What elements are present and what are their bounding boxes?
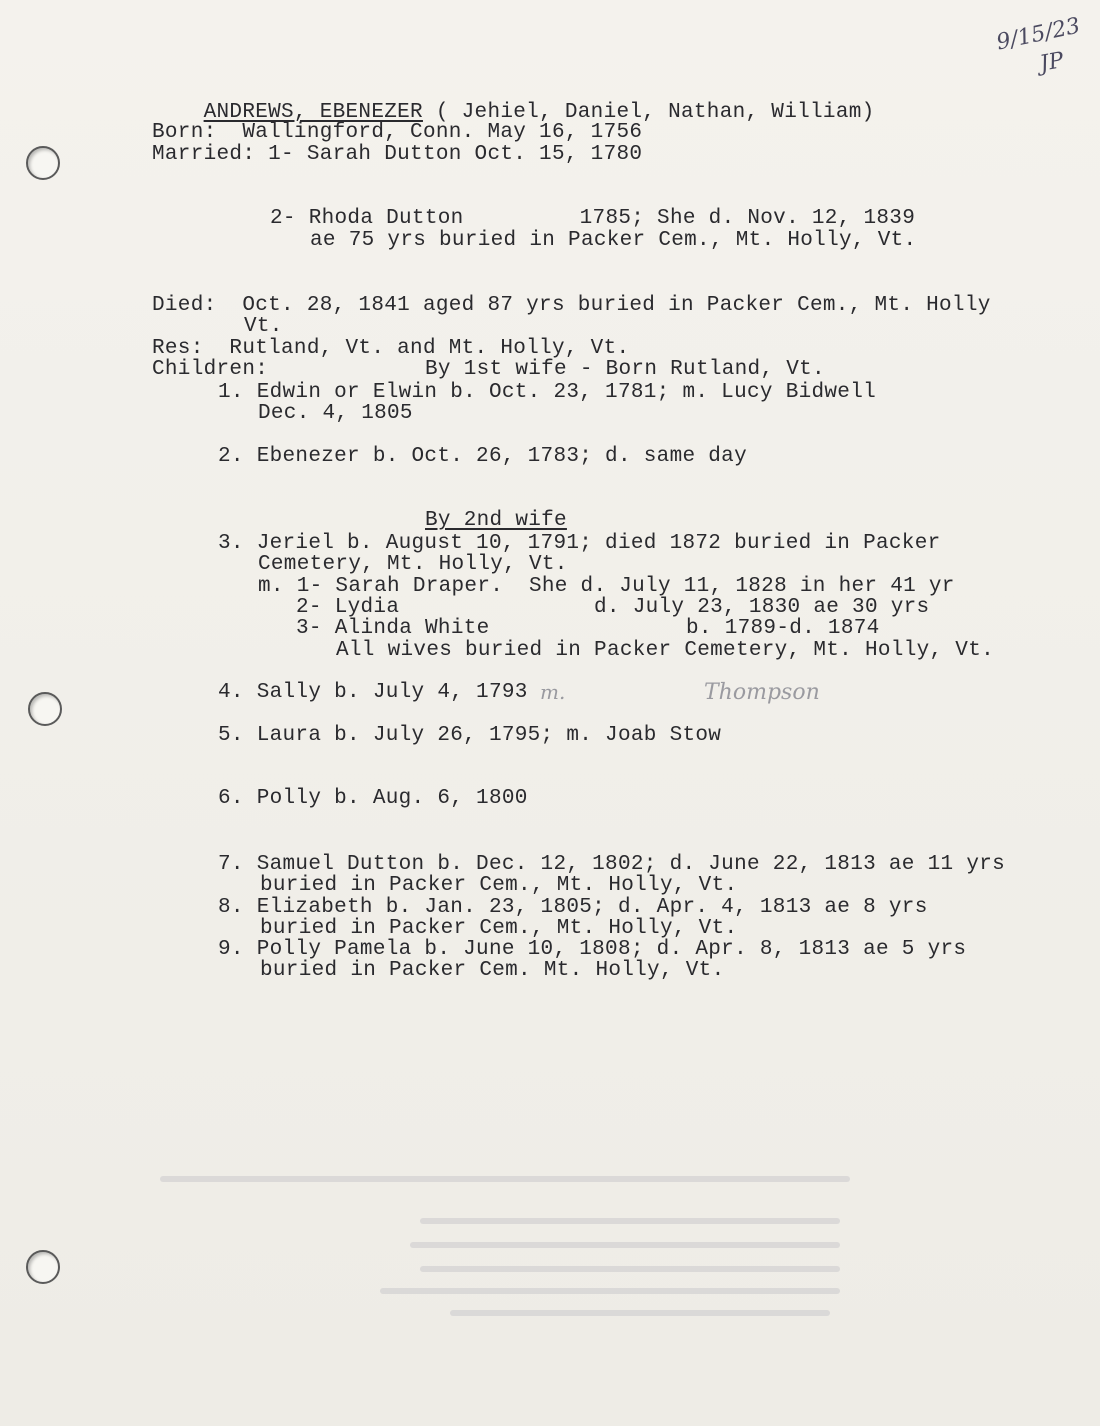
record-lineage: ( Jehiel, Daniel, Nathan, William) (422, 101, 875, 124)
handwritten-date: 9/15/23 (994, 13, 1083, 56)
child-3-cont: Cemetery, Mt. Holly, Vt. (258, 553, 568, 576)
punch-hole-middle (28, 692, 62, 726)
child-3-marriage-1: m. 1- Sarah Draper. She d. July 11, 1828 in her 41 yr (258, 575, 955, 598)
born-line: Born: Wallingford, Conn. May 16, 1756 (152, 121, 643, 144)
child-3-wives-note: All wives buried in Packer Cemetery, Mt. Holly, Vt. (336, 639, 995, 662)
bleed-through-line (420, 1218, 840, 1224)
second-wife-heading: By 2nd wife (425, 509, 567, 532)
child-3-marriage-2-name: 2- Lydia (296, 596, 400, 619)
child-3-marriage-3-date: b. 1789-d. 1874 (686, 617, 880, 640)
child-8-cont: buried in Packer Cem., Mt. Holly, Vt. (260, 917, 738, 940)
child-8: 8. Elizabeth b. Jan. 23, 1805; d. Apr. 4, 1813 ae 8 yrs (218, 896, 928, 919)
children-label: Children: (152, 358, 269, 381)
died-line: Died: Oct. 28, 1841 aged 87 yrs buried in Packer Cem., Mt. Holly (152, 294, 991, 317)
child-1-cont: Dec. 4, 1805 (258, 402, 413, 425)
bleed-through-line (380, 1288, 840, 1294)
married-line-1: Married: 1- Sarah Dutton Oct. 15, 1780 (152, 143, 643, 166)
bleed-through-line (160, 1176, 850, 1182)
child-6: 6. Polly b. Aug. 6, 1800 (218, 787, 528, 810)
child-7-cont: buried in Packer Cem., Mt. Holly, Vt. (260, 874, 738, 897)
residence-line: Res: Rutland, Vt. and Mt. Holly, Vt. (152, 337, 630, 360)
child-5: 5. Laura b. July 26, 1795; m. Joab Stow (218, 724, 722, 747)
child-7: 7. Samuel Dutton b. Dec. 12, 1802; d. June 22, 1813 ae 11 yrs (218, 853, 1006, 876)
died-line-cont: Vt. (244, 315, 283, 338)
pencil-spouse-name: Thompson (704, 680, 820, 705)
first-wife-heading: By 1st wife - Born Rutland, Vt. (425, 358, 825, 381)
child-4: 4. Sally b. July 4, 1793 (218, 681, 528, 704)
child-3-marriage-3-name: 3- Alinda White (296, 617, 490, 640)
child-9-cont: buried in Packer Cem. Mt. Holly, Vt. (260, 959, 725, 982)
bleed-through-line (420, 1266, 840, 1272)
child-9: 9. Polly Pamela b. June 10, 1808; d. Apr. 8, 1813 ae 5 yrs (218, 938, 967, 961)
punch-hole-bottom (26, 1250, 60, 1284)
record-name: ANDREWS, EBENEZER (203, 101, 423, 124)
married-line-2-cont: ae 75 yrs buried in Packer Cem., Mt. Holly, Vt. (310, 229, 917, 252)
bleed-through-line (410, 1242, 840, 1248)
child-3: 3. Jeriel b. August 10, 1791; died 1872 buried in Packer (218, 532, 941, 555)
child-1: 1. Edwin or Elwin b. Oct. 23, 1781; m. Lucy Bidwell (218, 381, 877, 404)
married-line-2: 2- Rhoda Dutton 1785; She d. Nov. 12, 1839 (270, 207, 916, 230)
punch-hole-top (26, 146, 60, 180)
child-3-marriage-2-date: d. July 23, 1830 ae 30 yrs (594, 596, 930, 619)
handwritten-initials: JP (1038, 48, 1066, 77)
bleed-through-line (450, 1310, 830, 1316)
child-2: 2. Ebenezer b. Oct. 26, 1783; d. same day (218, 445, 747, 468)
pencil-marriage-mark: m. (540, 680, 566, 704)
